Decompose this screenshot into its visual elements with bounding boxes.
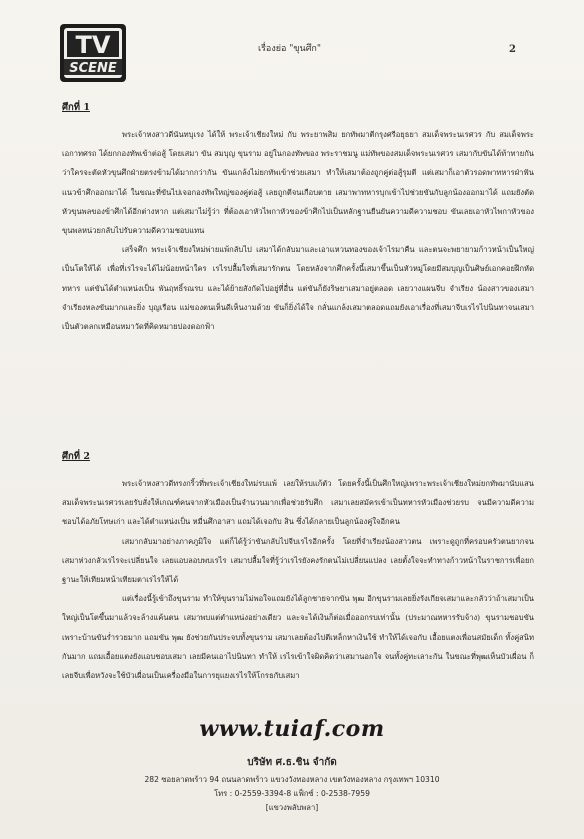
paragraph: เสมากลับมาอย่างภาคภูมิใจ แต่ก็ได้รู้ว่าขันกลับไปจีบเรไรอีกครั้ง โดยที่จำเรียงน้องสาวตน เพราะดูถูกที่ครอบครัวตนยากจน เสมาห่วงกลัวเรไรจะเปลี่ยนใจ เลยแอบลอบพบเรไร เสมาปลื้มใจที่รู้ว่าเรไรยังคงรักตนไม่เปลี่ยนแปลง เลยตั้งใจจะทำทางก้าวหน้าในราชการเพื่อยกฐานะให้เทียมหน้าเทียมตาเรไรให้ได้ xyxy=(62,536,534,585)
section-heading: ศึกที่ 2 xyxy=(62,451,90,462)
paragraph: พระเจ้าหงสาวดีนันทบุเรง ได้ให้ พระเจ้าเชียงใหม่ กับ พระยาพสิม ยกทัพมาตีกรุงศรีอยุธยา สมเด็จพระนเรศวร กับ สมเด็จพระเอกาทศรถ ได้ยกกองทัพเข้าต่อสู้ โดยเสมา ขัน สมบุญ ขุนราม อยู่ในกองทัพของ พระราชมนู แม่ทัพของสมเด็จพระนเรศวร เสมากับขันได้ท้าทายกัน ว่าใครจะตัดหัวขุนศึกฝ่ายตรงข้ามได้มากกว่ากัน ขันแกล้งไม่ยกทัพเข้าช่วยเสมา ทำให้เสมาต้องถูกคู่ต่อสู้รุมตี แต่เสมาก็เอาตัวรอดพาทหารฝ่าฟันแนวข้าศึกออกมาได้ ในขณะที่ขันไปเจอกองทัพใหญ่ของคู่ต่อสู้ เลยถูกตีจนเกือบตาย เสมาพาทหารบุกเข้าไปช่วยขันกับลูกน้องออกมาได้ แถมยังตัดหัวขุนพลของข้าศึกได้อีกต่างหาก แต่เสมาไม่รู้ว่า ที่ต้องเอาหัวไพกาหัวของข้าศึกไปเป็นหลักฐานยืนยันความดีความชอบ ขันเลยเอาหัวไพกาหัวของขุนพลหน่วยกลับไปรับความดีความชอบแทน xyxy=(62,130,534,236)
logo-text-top: TV xyxy=(75,31,111,59)
page-number: 2 xyxy=(509,44,516,55)
company-name: บริษัท ศ.ธ.ชิน จำกัด xyxy=(247,757,337,768)
section-heading: ศึกที่ 1 xyxy=(62,102,90,113)
section-battle-1 xyxy=(62,100,534,336)
footer xyxy=(0,755,584,814)
footer-note: [แขวงพลับพลา] xyxy=(265,803,319,812)
paragraph: พระเจ้าหงสาวดีทรงกริ้วที่พระเจ้าเชียงใหม่รบแพ้ เลยให้รบแก้ตัว โดยครั้งนี้เป็นศึกใหญ่เพราะพระเจ้าเชียงใหม่ยกทัพมานับแสน สมเด็จพระนเรศวรเลยรับสั่งให้เกณฑ์คนจากหัวเมืองเป็นจำนวนมากเพื่อช่วยรับศึก เสมาเลยสมัครเข้าเป็นทหารหัวเมืองช่วยรบ จนมีความดีความชอบได้อภัยโทษเก่า และได้ตำแหน่งเป็น หมื่นศึกอาสา แถมได้เจอกับ สิน ซึ่งได้กลายเป็นลูกน้องคู่ใจอีกคน xyxy=(62,479,534,527)
paragraph: แต่เรื่องนี้รู้เข้าถึงขุนราม ทำให้ขุนรามไม่พอใจแถมยังได้ลูกชายจากขัน พุฒ อีกขุนรามเลยยิ่งรังเกียจเสมาและกลัวว่าถ้าเสมาเป็นใหญ่เป็นโตขึ้นมาแล้วจะล้างแค้นตน เสมาพบแต่ตำแหน่งอย่างเดียว และจะได้เงินก็ต่อเมื่อออกรบเท่านั้น (ประมาณทหารรับจ้าง) ขุนรามชอบขันเพราะบ้านขันร่ำรวยมาก แถมขัน พุฒ ยังช่วยกันประจบทั้งขุนราม เสมาเลยต้องไปตีเหล็กหาเงินใช้ ทำให้ได้เจอกับ เอื้อยแตงเพื่อนสมัยเด็ก ทั้งคู่สนิทกันมาก แถมเอื้อยแตงยังแอบชอบเสมา เลยมีคนเอาไปนินทา ทำให้ เรไรเข้าใจผิดคิดว่าเสมานอกใจ จนทั้งคู่ทะเลาะกัน ในขณะที่พุฒเห็นบัวเผื่อน ก็เลยจีบเพื่อหวังจะใช้บัวเผื่อนเป็นเครื่องมือในการยุแยงเรไรให้โกรธกับเสมา xyxy=(62,594,534,681)
paragraph: เสร็จศึก พระเจ้าเชียงใหม่พ่ายแพ้กลับไป เสมาได้กลับมาและเอาแหวนทองของเจ้าไรมาคืน และตนจะพยายามก้าวหน้าเป็นใหญ่เป็นโตให้ได้ เพื่อที่เรไรจะได้ไม่น้อยหน้าใคร เรไรปลื้มใจที่เสมารักตน โดยหลังจากศึกครั้งนี้เสมาขึ้นเป็นหัวหมู่โดยมีสมบุญเป็นศิษย์เอกคอยฝึกหัดทหาร แต่ขันได้ตำแหน่งเป็น พันฤทธิ์รณรบ และได้ย้ายสังกัดไปอยู่ที่อื่น แต่ขันก็ยังริษยาเสมาอยู่ตลอด เลยวางแผนจีบ จำเรียง น้องสาวของเสมา จำเรียงหลงขันมากและยิ่ง บุญเรือน แม่ของตนเห็นดีเห็นงามด้วย ขันก็ยิ่งได้ใจ กลั่นแกล้งเสมาตลอดแถมยังเอาเรื่องที่เสมาจีบเรไรไปนินทาจนเสมาเป็นตัวตลกเหมือนหมาวัดที่คิดหมายปองดอกฟ้า xyxy=(62,245,534,332)
tv-scene-logo xyxy=(58,22,128,84)
logo-text-bottom: SCENE xyxy=(69,61,117,76)
header-title: เรื่องย่อ "ขุนศึก" xyxy=(258,44,321,54)
website-watermark: www.tuiaf.com xyxy=(199,716,385,742)
company-phone: โทร : 0-2559-3394-8 แฟ็กซ์ : 0-2538-7959 xyxy=(214,789,370,798)
section-battle-2 xyxy=(62,449,534,685)
company-address: 282 ซอยลาดพร้าว 94 ถนนลาดพร้าว แขวงวังทองหลาง เขตวังทองหลาง กรุงเทพฯ 10310 xyxy=(144,775,440,784)
